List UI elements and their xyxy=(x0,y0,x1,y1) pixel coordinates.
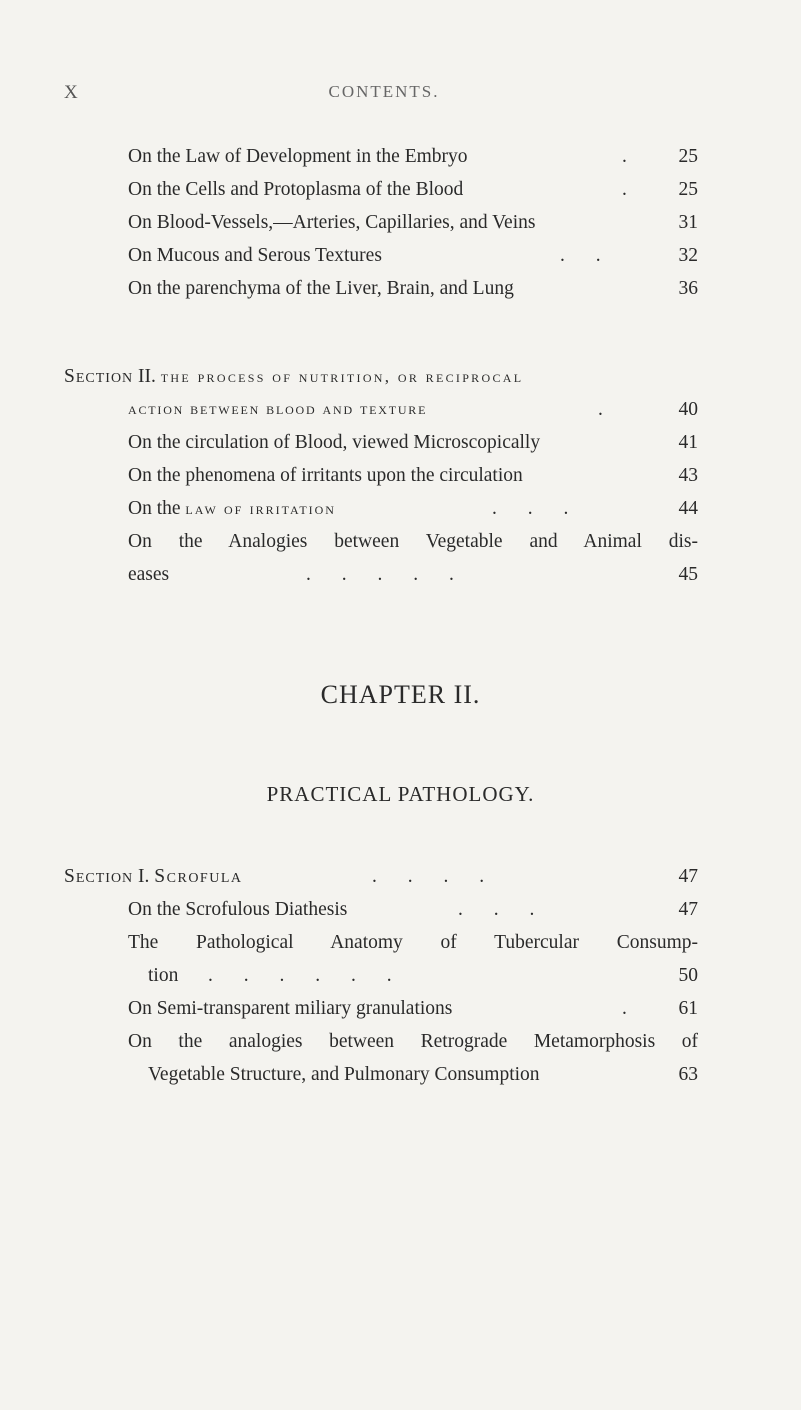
toc-entry-text-prefix: On the xyxy=(128,498,181,519)
toc-page-number: 61 xyxy=(678,998,698,1019)
toc-entry-text: On Blood-Vessels,—Arteries, Capillaries, and Veins xyxy=(128,212,536,233)
toc-entry-text: On the Law of Development in the Embryo xyxy=(128,146,468,167)
toc-page-number: 40 xyxy=(678,399,698,420)
toc-entry-text: On Semi-transparent miliary granulations xyxy=(128,998,453,1019)
toc-entry-text: tion xyxy=(148,965,179,986)
running-title: CONTENTS. xyxy=(328,82,440,101)
toc-page-number: 25 xyxy=(678,179,698,200)
chapter-subtitle: PRACTICAL PATHOLOGY. xyxy=(266,782,535,806)
toc-entry-text: Vegetable Structure, and Pulmonary Consumption xyxy=(148,1064,540,1085)
page-header xyxy=(64,82,704,112)
toc-page-number: 31 xyxy=(678,212,698,233)
toc-leader-dots: . xyxy=(598,399,603,420)
section-title: the process of nutrition, or reciprocal xyxy=(160,367,524,386)
toc-page-number: 32 xyxy=(678,245,698,266)
toc-page-number: 41 xyxy=(678,432,698,453)
toc-entry-text: On the parenchyma of the Liver, Brain, and Lung xyxy=(128,278,514,299)
toc-leader-dots: . . xyxy=(560,245,601,266)
section-numeral: I. xyxy=(138,866,150,887)
toc-entry-text-smallcaps: law of irritation xyxy=(185,499,336,518)
toc-leader-dots: . . . . . . xyxy=(208,965,392,986)
section-label: Section xyxy=(64,366,134,387)
toc-leader-dots: . . . . xyxy=(372,866,485,887)
toc-entry-text: eases xyxy=(128,564,170,585)
toc-page-number: 45 xyxy=(678,564,698,585)
section-heading xyxy=(64,367,698,387)
toc-leader-dots: . . . xyxy=(458,899,535,920)
toc-entry-multiline: On the analogies between Retrograde Metamorphosis of xyxy=(128,1031,698,1052)
section-numeral: II. xyxy=(138,366,156,387)
section-title-continued: action between blood and texture xyxy=(128,399,428,418)
section-title: Scrofula xyxy=(154,866,243,887)
toc-page-number: 25 xyxy=(678,146,698,167)
toc-entry-text: On the phenomena of irritants upon the circulation xyxy=(128,465,523,486)
toc-entry-multiline: On the Analogies between Vegetable and Animal dis- xyxy=(128,531,698,552)
toc-page-number: 50 xyxy=(678,965,698,986)
toc-page-number: 63 xyxy=(678,1064,698,1085)
toc-page-number: 43 xyxy=(678,465,698,486)
toc-entry-text: On the Cells and Protoplasma of the Blood xyxy=(128,179,464,200)
toc-leader-dots: . xyxy=(622,179,627,200)
toc-page-number: 47 xyxy=(678,899,698,920)
toc-leader-dots: . . . xyxy=(492,498,569,519)
page-number: X xyxy=(64,82,78,103)
toc-entry-text: On the circulation of Blood, viewed Microscopically xyxy=(128,432,541,453)
toc-entry-text: On Mucous and Serous Textures xyxy=(128,245,382,266)
section-label: Section xyxy=(64,866,134,887)
toc-page-number: 47 xyxy=(678,866,698,887)
toc-entry-text: On the Scrofulous Diathesis xyxy=(128,899,348,920)
toc-entry-multiline: The Pathological Anatomy of Tubercular Consump- xyxy=(128,932,698,953)
toc-entry-text xyxy=(128,499,336,519)
toc-page-number: 36 xyxy=(678,278,698,299)
toc-leader-dots: . xyxy=(622,998,627,1019)
toc-page-number: 44 xyxy=(678,498,698,519)
chapter-title: CHAPTER II. xyxy=(320,680,481,709)
toc-leader-dots: . . . . . xyxy=(306,564,454,585)
toc-leader-dots: . xyxy=(622,146,627,167)
